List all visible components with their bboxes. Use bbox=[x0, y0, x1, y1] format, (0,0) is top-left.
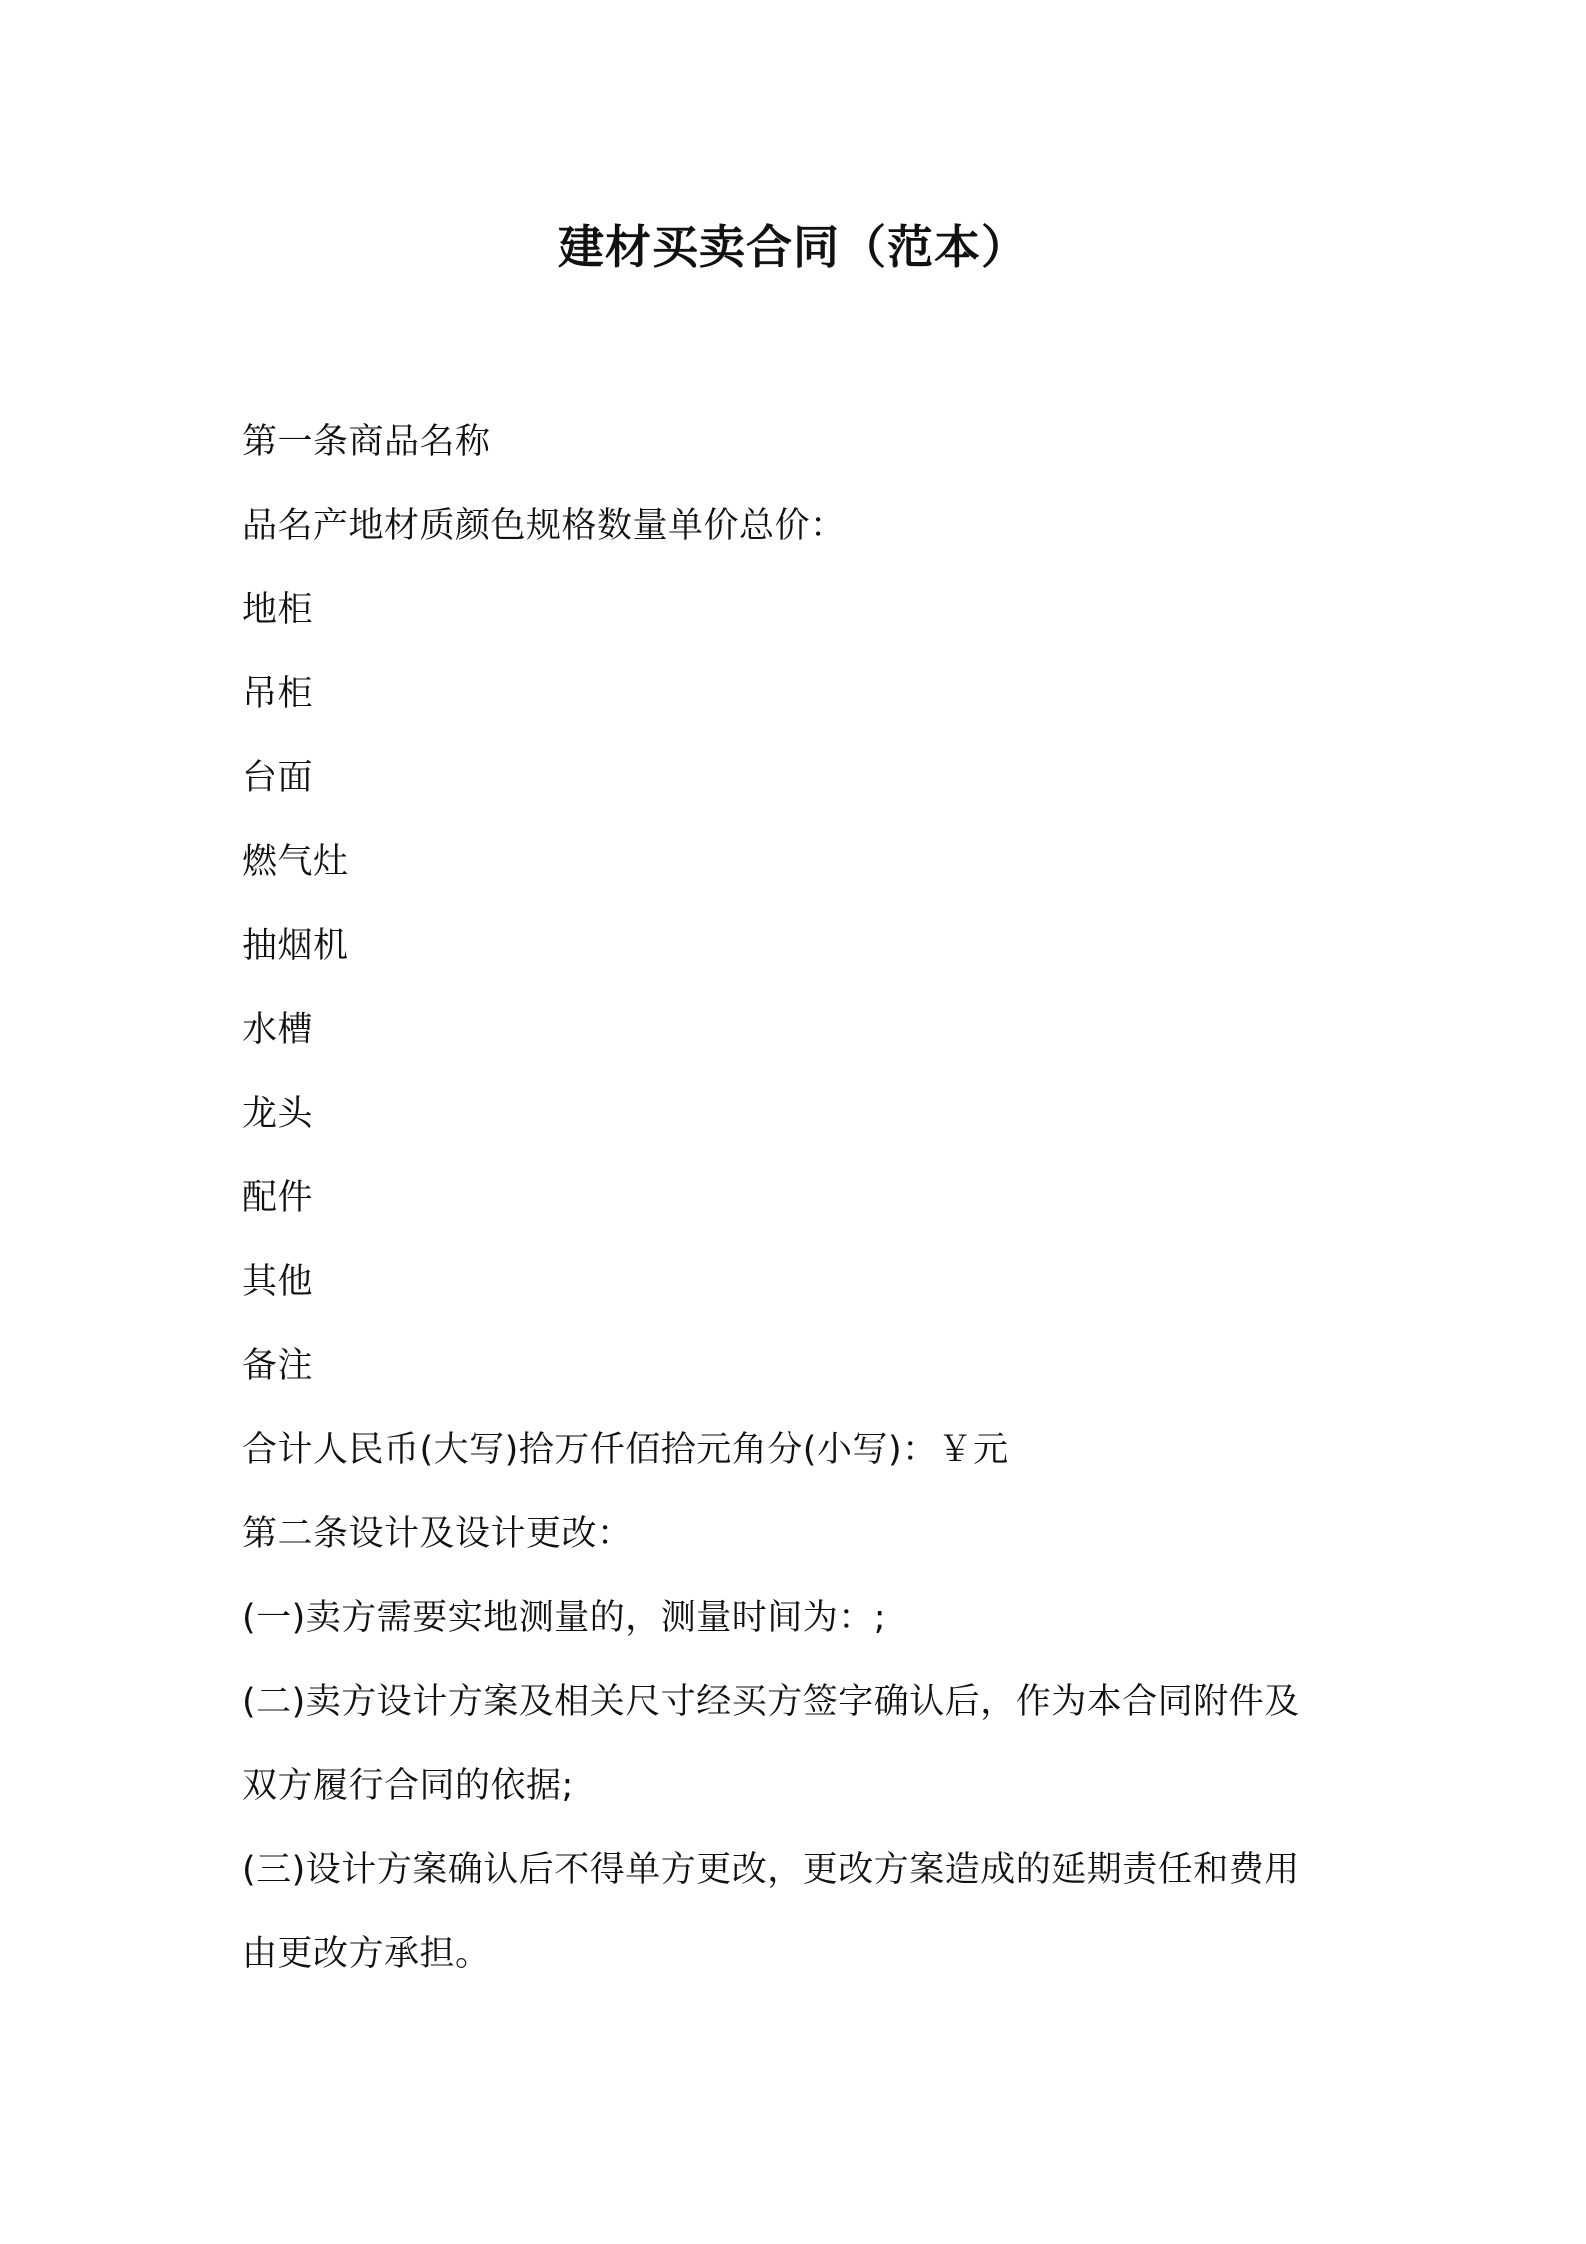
item-line: 其他 bbox=[242, 1262, 314, 1302]
item-line: 备注 bbox=[242, 1346, 314, 1386]
item-line: 配件 bbox=[242, 1178, 314, 1218]
paragraph-line: 合计人民币(大写)拾万仟佰拾元角分(小写)：￥元 bbox=[242, 1430, 1009, 1470]
item-line: 龙头 bbox=[242, 1094, 314, 1134]
document-title: 建材买卖合同（范本） bbox=[558, 220, 1028, 274]
section-heading: 第二条设计及设计更改： bbox=[242, 1514, 633, 1554]
section-heading: 第一条商品名称 bbox=[242, 422, 491, 462]
paragraph-line: 品名产地材质颜色规格数量单价总价： bbox=[242, 506, 846, 546]
item-line: 地柜 bbox=[242, 590, 314, 630]
item-line: 水槽 bbox=[242, 1010, 314, 1050]
item-line: 抽烟机 bbox=[242, 926, 349, 966]
item-line: 燃气灶 bbox=[242, 842, 349, 882]
paragraph-line: (三)设计方案确认后不得单方更改，更改方案造成的延期责任和费用 bbox=[242, 1850, 1300, 1890]
item-line: 吊柜 bbox=[242, 674, 314, 714]
item-line: 台面 bbox=[242, 758, 314, 798]
document-body bbox=[242, 400, 1362, 1996]
paragraph-line: (一)卖方需要实地测量的，测量时间为：; bbox=[242, 1598, 887, 1638]
paragraph-line: 双方履行合同的依据; bbox=[242, 1766, 574, 1806]
paragraph-line: 由更改方承担。 bbox=[242, 1934, 491, 1974]
paragraph-line: (二)卖方设计方案及相关尺寸经买方签字确认后，作为本合同附件及 bbox=[242, 1682, 1300, 1722]
